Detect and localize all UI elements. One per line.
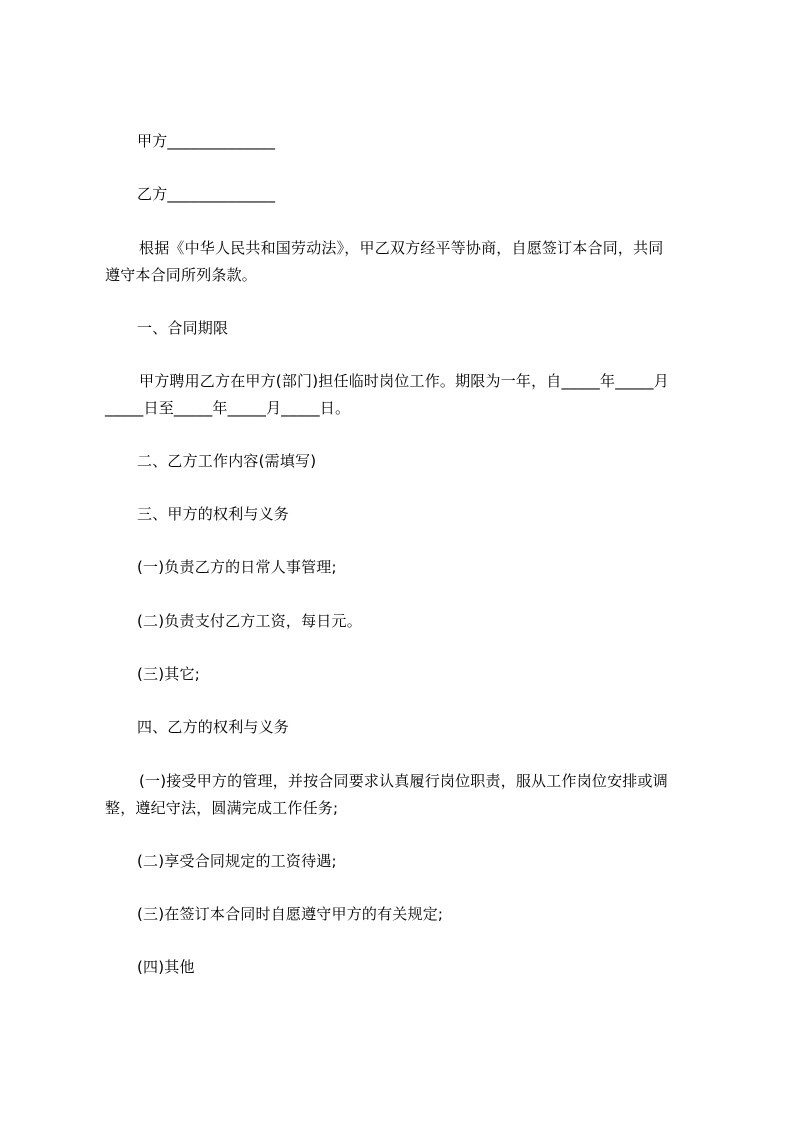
preamble-line-1: 根据《中华人民共和国劳动法》，甲乙双方经平等协商，自愿签订本合同，共同	[139, 239, 664, 257]
preamble-line-2: 遵守本合同所列条款。	[105, 266, 258, 284]
section-3-item-1: (一)负责乙方的日常人事管理;	[137, 558, 337, 576]
section-2-title: 二、乙方工作内容(需填写)	[137, 452, 317, 470]
section-1-title: 一、合同期限	[137, 319, 229, 337]
party-b-line: 乙方______________	[137, 185, 276, 203]
party-a-line: 甲方______________	[137, 132, 276, 150]
section-1-body-line-1: 甲方聘用乙方在甲方(部门)担任临时岗位工作。期限为一年，自_____年_____月	[139, 372, 669, 390]
section-4-item-2: (二)享受合同规定的工资待遇;	[137, 852, 337, 870]
section-4-title: 四、乙方的权利与义务	[137, 718, 290, 736]
section-4-item-1-line-2: 整，遵纪守法，圆满完成工作任务;	[105, 799, 339, 817]
section-4-item-3: (三)在签订本合同时自愿遵守甲方的有关规定;	[137, 905, 444, 923]
section-3-item-3: (三)其它;	[137, 665, 200, 683]
section-3-title: 三、甲方的权利与义务	[137, 505, 290, 523]
section-3-item-2: (二)负责支付乙方工资，每日元。	[137, 612, 362, 630]
section-4-item-4: (四)其他	[137, 958, 195, 976]
section-4-item-1-line-1: (一)接受甲方的管理，并按合同要求认真履行岗位职责，服从工作岗位安排或调	[139, 772, 668, 790]
section-1-body-line-2: _____日至_____年_____月_____日。	[105, 399, 351, 417]
